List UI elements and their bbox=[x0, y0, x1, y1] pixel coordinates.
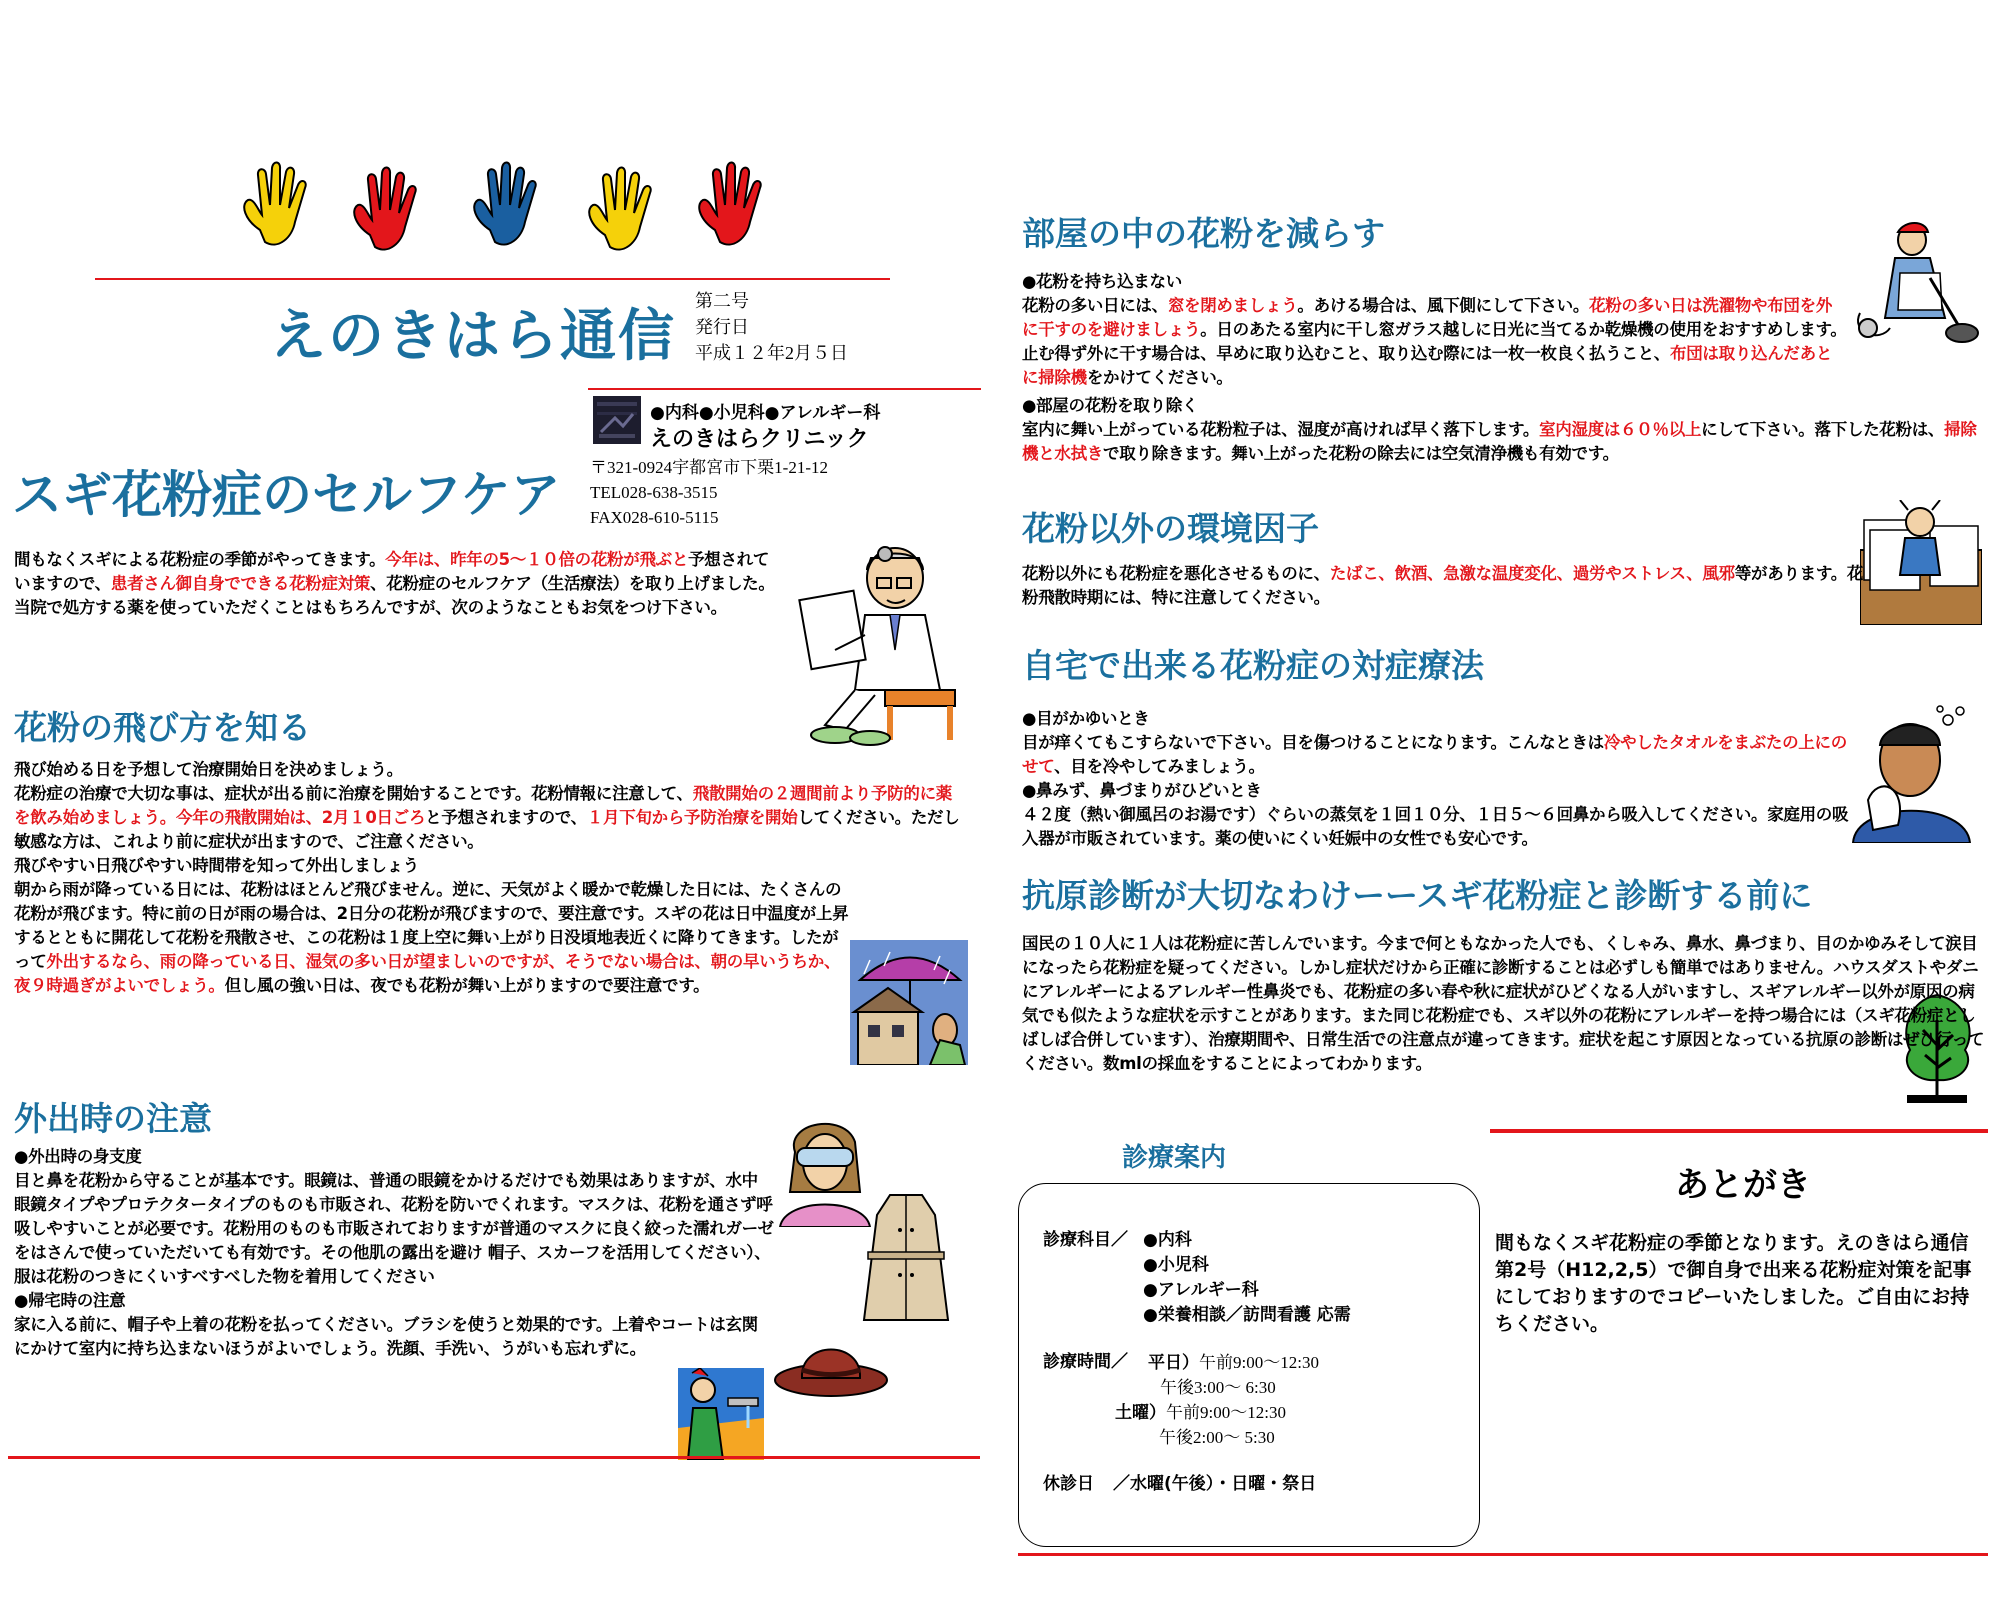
room-sub1: ●花粉を持ち込まない bbox=[1022, 272, 1182, 291]
red-hand-icon-2 bbox=[699, 162, 761, 244]
home-p1 bbox=[1022, 731, 1852, 779]
right-bottom-rule bbox=[1018, 1553, 1988, 1556]
clinic-tel: TEL028-638-3515 bbox=[590, 483, 718, 502]
intro-s1: 間もなくスギによる花粉症の季節がやってきます。 bbox=[14, 550, 386, 569]
clinic-fax: FAX028-610-5115 bbox=[590, 508, 719, 527]
room-p2-d: 掃除機と水拭き bbox=[1022, 420, 1977, 463]
saturday-pm-hours: 午後2:00〜 5:30 bbox=[1159, 1428, 1275, 1447]
published-label: 発行日 bbox=[695, 317, 749, 337]
room-p1-e: 。日のあたる室内に干し窓ガラス越しに日光に当てるか乾燥機の使用をおすすめします。止む得ず外に干す場合は、早めに取り込むこと、取り込む際には一枚一枚良く払うこと、 bbox=[1022, 320, 1847, 363]
towel-man-illustration bbox=[1848, 705, 1973, 843]
heading-pollen-flight: 花粉の飛び方を知る bbox=[14, 708, 311, 747]
yellow-hand-icon-2 bbox=[589, 167, 651, 249]
room-p2-c: にして下さい。落下した花粉は、 bbox=[1701, 420, 1945, 439]
afterword-text: 間もなくスギ花粉症の季節となります。えのきはら通信第2号（H12,2,5）で御自身で出来る花粉症対策を記事にしておりますのでコピーいたしました。ご自由にお持ちください。 bbox=[1495, 1232, 1972, 1335]
home-sub1: ●目がかゆいとき bbox=[1022, 709, 1150, 728]
room-p2 bbox=[1022, 418, 1982, 466]
room-p2-e: で取り除きます。舞い上がった花粉の除去には空気清浄機も有効です。 bbox=[1103, 444, 1619, 463]
intro-text bbox=[14, 548, 784, 620]
room-p1-c: 。あける場合は、風下側にして下さい。 bbox=[1297, 296, 1590, 315]
weekday-label: 平日） bbox=[1148, 1353, 1199, 1372]
pollen-flight-p1 bbox=[14, 782, 964, 854]
intro-paragraph-2: 当院で処方する薬を使っていただくことはもちろんですが、次のようなこともお気をつけ下さい。 bbox=[14, 598, 727, 617]
hat-illustration bbox=[772, 1330, 890, 1400]
room-sub2: ●部屋の花粉を取り除く bbox=[1022, 396, 1199, 415]
left-bottom-rule bbox=[8, 1456, 980, 1459]
home-sub2: ●鼻みず、鼻づまりがひどいとき bbox=[1022, 781, 1262, 800]
intro-paragraph bbox=[14, 548, 784, 596]
heading-going-out: 外出時の注意 bbox=[14, 1099, 212, 1138]
cleaning-woman-illustration bbox=[1850, 218, 1980, 348]
going-out-p2: 家に入る前に、帽子や上着の花粉を払ってください。ブラシを使うと効果的です。上着やコートは玄関にかけて室内に持ち込まないほうがよいでしょう。洗顔、手洗い、うがいも忘れずに。 bbox=[14, 1315, 758, 1358]
home-p1-c: 、目を冷やしてみましょう。 bbox=[1054, 757, 1265, 776]
home-p2: ４２度（熱い御風呂のお湯です）ぐらいの蒸気を１回１０分、１日５〜６回鼻から吸入してください。家庭用の吸入器が市販されています。薬の使いにくい妊娠中の女性でも安心です。 bbox=[1022, 805, 1849, 848]
env-p-c: 等があります。花粉飛散時期には、特に注意してください。 bbox=[1022, 564, 1864, 607]
clinic-departments: ●内科●小児科●アレルギー科 bbox=[650, 403, 881, 423]
going-out-p1: 目と鼻を花粉から守ることが基本です。眼鏡は、普通の眼鏡をかけるだけでも効果はありますが、水中眼鏡タイプやプロテクタータイプのものも市販され、花粉を防いでくれます。マスクは、花粉を通さず呼吸しやすいことが必要です。花粉用のものも市販されておりますが普通のマスクに良く絞った濡れガーゼをはさんで使っていただいても有効です。その他肌の露出を避け 帽子、スカーフを活用してください）、服は花粉のつきにくいすべすべした物を着用してください bbox=[14, 1171, 774, 1286]
clinic-name: えのきはらクリニック bbox=[650, 427, 869, 452]
going-out-sub1: ●外出時の身支度 bbox=[14, 1147, 142, 1166]
dept-item: ●小児科 bbox=[1143, 1255, 1209, 1275]
fly-p1-e: してください。ただし敏感な方は、これより前に症状が出ますので、ご注意ください。 bbox=[14, 808, 960, 851]
fly-p2-b: 外出するなら、雨の降っている日、湿気の多い日が望ましいのですが、そうでない場合は、朝の早いうちか、夜９時過ぎがよいでしょう。 bbox=[14, 952, 841, 995]
clinic-rule bbox=[588, 388, 981, 390]
going-out-text bbox=[14, 1145, 774, 1361]
clinic-logo-icon bbox=[593, 396, 641, 444]
env-p-b: たばこ、飲酒、急激な温度変化、過労やストレス、風邪 bbox=[1329, 564, 1735, 583]
clinic-address bbox=[590, 455, 828, 530]
environment-text bbox=[1022, 562, 1867, 610]
doctor-illustration bbox=[795, 540, 975, 750]
fly-p2-a: 朝から雨が降っている日には、花粉はほとんど飛びません。逆に、天気がよく暖かで乾燥した日には、たくさんの花粉が飛びます。特に前の日が雨の場合は、2日分の花粉が飛びますので、要注意です。スギの花は日中温度が上昇するとともに開花して花粉を飛散させ、この花粉は１度上空に舞い上がり日没頃地表近くに降りてきます。したがって bbox=[14, 880, 849, 971]
rain-umbrella-illustration bbox=[850, 940, 968, 1065]
antigen-text bbox=[1022, 932, 1987, 1076]
holiday-value: ／水曜(午後）・日曜・祭日 bbox=[1113, 1474, 1317, 1494]
room-p1-g: をかけてください。 bbox=[1086, 368, 1233, 387]
saturday-hours bbox=[1115, 1400, 1351, 1425]
antigen-p: 国民の１０人に１人は花粉症に苦しんでいます。今まで何ともなかった人でも、くしゃみ、鼻水、鼻づまり、目のかゆみそして涙目になったら花粉症を疑ってください。しかし症状だけから正確に診断することは必ずしも簡単ではありません。ハウスダストやダニにアレルギーによるアレルギー性鼻炎でも、花粉症の多い春や秋に症状がひどくなる人がいますし、スギアレルギー以外が原因の病気でも似たような症状を示すことがあります。また同じ花粉症でも、スギ以外の花粉にアレルギーを持つ場合には（スギ花粉症としばしば合併しています）、治療期間や、日常生活での注意点が違ってきます。症状を起こす原因となっている抗原の診断はぜひ行ってください。数mlの採血をすることによってわかります。 bbox=[1022, 934, 1985, 1073]
room-p1-d: 花粉の多い日は洗濯物や布団を外に干すのを避けましょう bbox=[1022, 296, 1833, 339]
stressed-worker-illustration bbox=[1860, 500, 1982, 625]
room-p1-a: 花粉の多い日には、 bbox=[1022, 296, 1168, 315]
going-out-sub2: ●帰宅時の注意 bbox=[14, 1291, 126, 1310]
home-remedy-text bbox=[1022, 707, 1852, 851]
afterword-title: あとがき bbox=[1675, 1165, 1811, 1205]
dept-row bbox=[1043, 1228, 1351, 1328]
room-pollen-text bbox=[1022, 270, 1977, 466]
heading-room-pollen: 部屋の中の花粉を減らす bbox=[1022, 214, 1385, 253]
header-rule bbox=[95, 278, 890, 280]
room-p1-b: 窓を閉めましょう bbox=[1167, 296, 1298, 315]
newsletter-title: えのきはら通信 bbox=[270, 304, 676, 369]
yellow-hand-icon bbox=[244, 162, 306, 244]
saturday-label: 土曜） bbox=[1115, 1403, 1166, 1422]
weekday-pm-hours: 午後3:00〜 6:30 bbox=[1160, 1378, 1276, 1397]
fly-p1-b: 飛散開始の２週間前より予防的に薬を飲み始めましょう。今年の飛散開始は、2月１0日ごろ bbox=[14, 784, 952, 827]
saturday-row bbox=[1043, 1400, 1351, 1450]
saturday-am: 午前9:00〜12:30 bbox=[1166, 1403, 1286, 1422]
dept-item: ●アレルギー科 bbox=[1143, 1280, 1259, 1300]
issue-number: 第二号 bbox=[695, 291, 749, 311]
pollen-flight-sub1: 飛び始める日を予想して治療開始日を決めましょう。 bbox=[14, 760, 403, 779]
home-p1-a: 目が痒くてもこすらないで下さい。目を傷つけることになります。こんなときは bbox=[1022, 733, 1604, 752]
hand-washing-illustration bbox=[678, 1368, 764, 1460]
heading-environment: 花粉以外の環境因子 bbox=[1022, 509, 1319, 548]
coat-illustration bbox=[860, 1190, 952, 1325]
clinic-info-title: 診療案内 bbox=[1122, 1143, 1227, 1173]
intro-s3: 予想されていますので、 bbox=[14, 550, 770, 593]
room-p1 bbox=[1022, 294, 1847, 390]
blue-hand-icon bbox=[474, 162, 536, 244]
dept-label: 診療科目／ bbox=[1043, 1230, 1128, 1250]
intro-s5: 、花粉症のセルフケア（生活療法）を取り上げました。 bbox=[370, 574, 775, 593]
dept-item: ●栄養相談／訪問看護 応需 bbox=[1143, 1305, 1351, 1325]
fly-p2-c: 但し風の強い日は、夜でも花粉が舞い上がりますので要注意です。 bbox=[224, 976, 710, 995]
heading-antigen-diagnosis: 抗原診断が大切なわけーースギ花粉症と診断する前に bbox=[1022, 876, 1813, 915]
hours-label: 診療時間／ bbox=[1043, 1352, 1128, 1372]
hand-prints-illustration bbox=[220, 160, 780, 270]
red-hand-icon bbox=[354, 167, 416, 249]
dept-item: ●内科 bbox=[1143, 1230, 1192, 1250]
weekday-hours bbox=[1148, 1350, 1319, 1375]
hours-list bbox=[1148, 1350, 1319, 1400]
clinic-info-content bbox=[1043, 1228, 1351, 1497]
hours-row bbox=[1043, 1350, 1351, 1400]
weekday-am: 午前9:00〜12:30 bbox=[1199, 1353, 1319, 1372]
published-date: 平成１２年2月５日 bbox=[695, 343, 848, 363]
issue-info bbox=[695, 288, 848, 366]
pollen-flight-sub2: 飛びやすい日飛びやすい時間帯を知って外出しましょう bbox=[14, 856, 420, 875]
dept-list bbox=[1143, 1228, 1351, 1328]
fly-p1-a: 花粉症の治療で大切な事は、症状が出る前に治療を開始することです。花粉情報に注意して、 bbox=[14, 784, 693, 803]
afterword-rule bbox=[1490, 1129, 1988, 1133]
intro-s2: 今年は、昨年の5〜１０倍の花粉が飛ぶと bbox=[385, 550, 689, 569]
holiday-row bbox=[1043, 1472, 1351, 1497]
environment-p bbox=[1022, 562, 1867, 610]
room-p1-f: 布団は取り込んだあとに掃除機 bbox=[1022, 344, 1833, 387]
fly-p1-d: １月下旬から予防治療を開始 bbox=[586, 808, 798, 827]
room-p2-b: 室内湿度は６０％以上 bbox=[1539, 420, 1702, 439]
pollen-flight-p2 bbox=[14, 878, 854, 998]
room-p2-a: 室内に舞い上がっている花粉粒子は、湿度が高ければ早く落下します。 bbox=[1022, 420, 1540, 439]
holiday-label: 休診日 bbox=[1043, 1474, 1094, 1494]
clinic-postal-address: 〒321-0924宇都宮市下栗1-21-12 bbox=[590, 458, 828, 477]
pollen-flight-text bbox=[14, 758, 964, 998]
heading-home-remedy: 自宅で出来る花粉症の対症療法 bbox=[1022, 646, 1484, 685]
env-p-a: 花粉以外にも花粉症を悪化させるものに、 bbox=[1022, 564, 1330, 583]
main-title: スギ花粉症のセルフケア bbox=[12, 466, 561, 524]
home-p1-b: 冷やしたタオルをまぶたの上にのせて bbox=[1022, 733, 1847, 776]
fly-p1-c: と予想されますので、 bbox=[425, 808, 587, 827]
intro-s4: 患者さん御自身でできる花粉症対策 bbox=[110, 574, 371, 593]
